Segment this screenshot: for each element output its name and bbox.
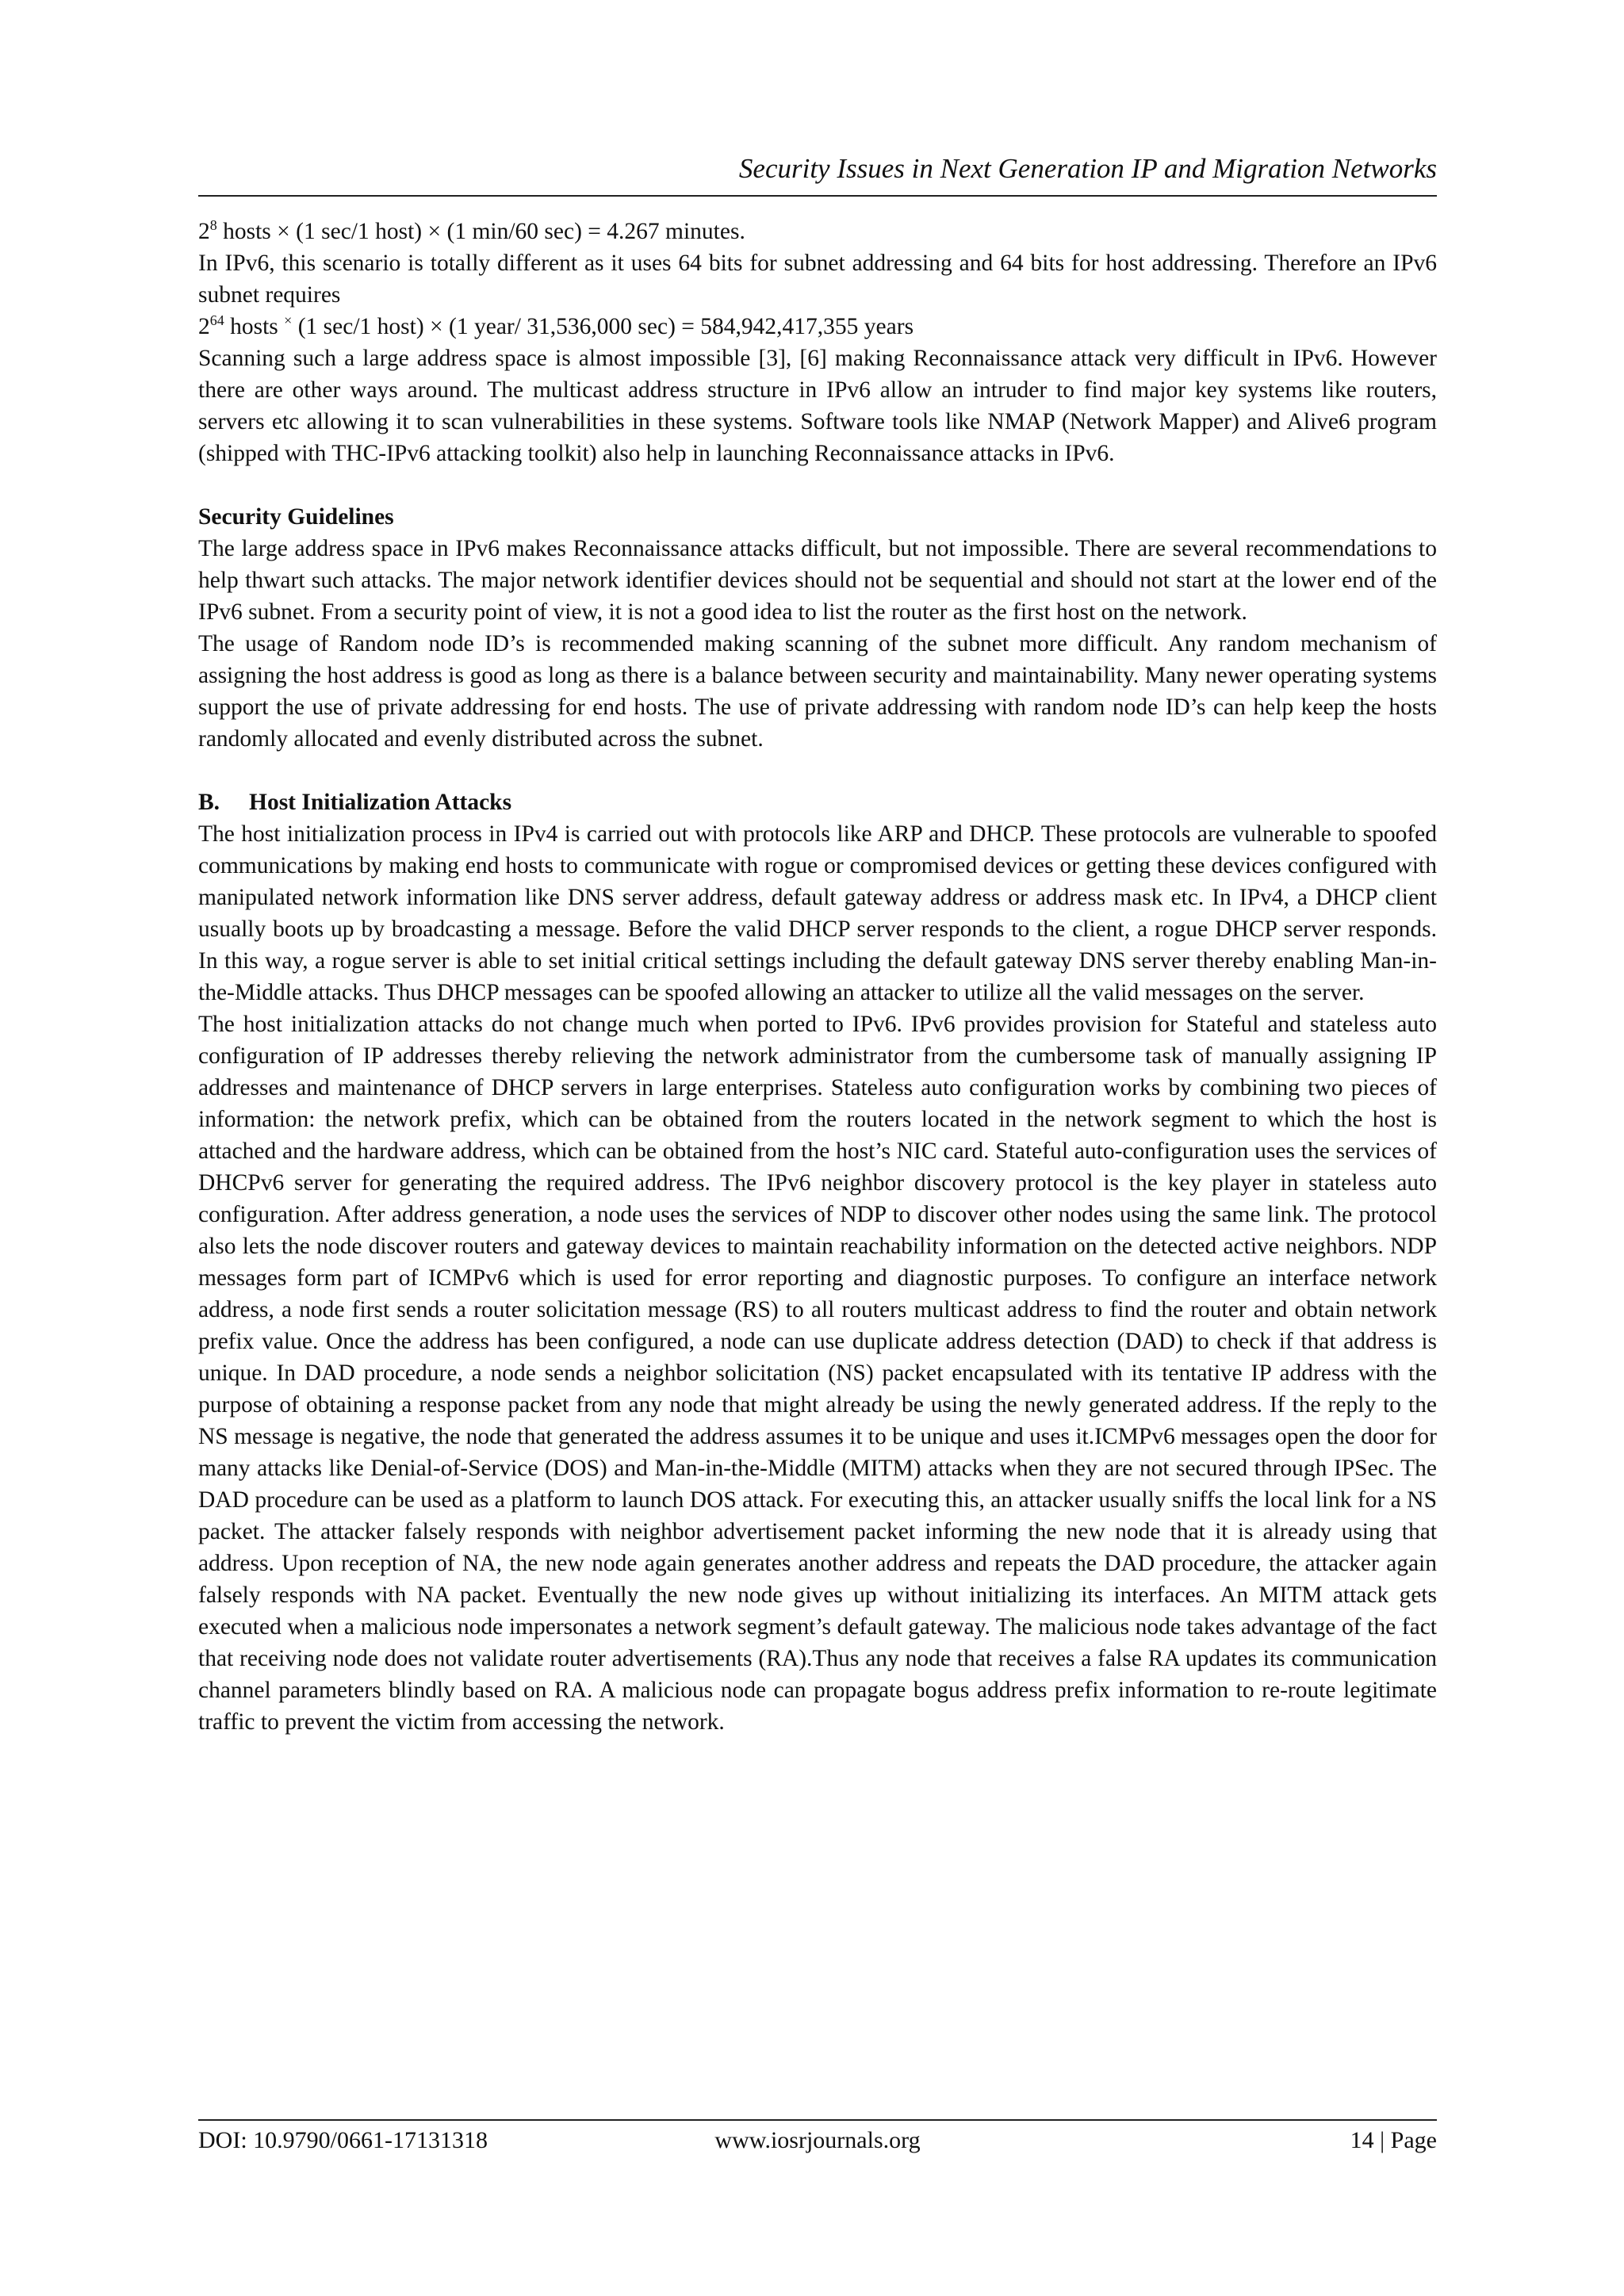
eq1-exponent: 8	[209, 217, 217, 234]
paragraph-guidelines-2: The usage of Random node ID’s is recommended making scanning of the subnet more difficult. Any random mechanism of assigning the host address is good as long as there is a balance between security and maintainability. Many newer operating systems support the use of private addressing for end hosts. The use of private addressing with random node ID’s can help keep the hosts randomly allocated and evenly distributed across the subnet.	[198, 631, 1437, 752]
spacer	[198, 755, 1437, 786]
article-body	[198, 216, 1437, 1738]
page-footer	[198, 2125, 1437, 2160]
paragraph-reconnaissance: Scanning such a large address space is almost impossible [3], [6] making Reconnaissance attack very difficult in IPv6. However there are other ways around. The multicast address structure in IPv6 allow an intruder to find major key systems like routers, servers etc allowing it to scan vulnerabilities in these systems. Software tools like NMAP (Network Mapper) and Alive6 program (shipped with THC-IPv6 attacking toolkit) also help in launching Reconnaissance attacks in IPv6.	[198, 346, 1437, 466]
spacer	[198, 469, 1437, 501]
footer-doi: DOI: 10.9790/0661-17131318	[198, 2127, 488, 2153]
equation-ipv4-scan-time	[198, 216, 1437, 247]
eq2-hosts-word: hosts	[224, 314, 285, 339]
footer-website-link[interactable]: www.iosrjournals.org	[714, 2127, 921, 2153]
eq2-base: 2	[198, 314, 210, 339]
paragraph-ipv6-subnet: In IPv6, this scenario is totally different as it uses 64 bits for subnet addressing and 64 bits for host addressing. Therefore an IPv6 subnet requires	[198, 251, 1437, 308]
footer-rule	[198, 2119, 1437, 2121]
running-header: Security Issues in Next Generation IP and Migration Networks	[738, 153, 1437, 184]
paragraph-ipv4-initialization: The host initialization process in IPv4 is carried out with protocols like ARP and DHCP. These protocols are vulnerable to spoofed communications by making end hosts to communicate with rogue or compromised devices or getting these devices configured with manipulated network information like DNS server address, default gateway address or address mask etc. In IPv4, a DHCP client usually boots up by broadcasting a message. Before the valid DHCP server responds to the client, a rogue DHCP server responds. In this way, a rogue server is able to set initial critical settings including the default gateway DNS server thereby enabling Man-in-the-Middle attacks. Thus DHCP messages can be spoofed allowing an attacker to utilize all the valid messages on the server.	[198, 821, 1437, 1005]
header-rule	[198, 195, 1437, 197]
paragraph-ipv6-initialization: The host initialization attacks do not change much when ported to IPv6. IPv6 provides provision for Stateful and stateless auto configuration of IP addresses thereby relieving the network administrator from the cumbersome task of manually assigning IP addresses and maintenance of DHCP servers in large enterprises. Stateless auto configuration works by combining two pieces of information: the network prefix, which can be obtained from the routers located in the network segment to which the host is attached and the hardware address, which can be obtained from the host’s NIC card. Stateful auto-configuration uses the services of DHCPv6 server for generating the required address. The IPv6 neighbor discovery protocol is the key player in stateless auto configuration. After address generation, a node uses the services of NDP to discover other nodes using the same link. The protocol also lets the node discover routers and gateway devices to maintain reachability information on the detected active neighbors. NDP messages form part of ICMPv6 which is used for error reporting and diagnostic purposes. To configure an interface network address, a node first sends a router solicitation message (RS) to all routers multicast address to find the router and obtain network prefix value. Once the address has been configured, a node can use duplicate address detection (DAD) to check if that address is unique. In DAD procedure, a node sends a neighbor solicitation (NS) packet encapsulated with its tentative IP address with the purpose of obtaining a response packet from any node that might already be using the newly generated address. If the reply to the NS message is negative, the node that generated the address assumes it to be unique and uses it.ICMPv6 messages open the door for many attacks like Denial-of-Service (DOS) and Man-in-the-Middle (MITM) attacks when they are not secured through IPSec. The DAD procedure can be used as a platform to launch DOS attack. For executing this, an attacker usually sniffs the local link for a NS packet. The attacker falsely responds with neighbor advertisement packet informing the new node that it is already using that address. Upon reception of NA, the new node again generates another address and repeats the DAD procedure, the attacker again falsely responds with NA packet. Eventually the new node gives up without initializing its interfaces. An MITM attack gets executed when a malicious node impersonates a network segment’s default gateway. The malicious node takes advantage of the fact that receiving node does not validate router advertisements (RA).Thus any node that receives a false RA updates its communication channel parameters blindly based on RA. A malicious node can propagate bogus address prefix information to re-route legitimate traffic to prevent the victim from accessing the network.	[198, 1012, 1437, 1735]
paragraph-guidelines-1: The large address space in IPv6 makes Reconnaissance attacks difficult, but not impossible. There are several recommendations to help thwart such attacks. The major network identifier devices should not be sequential and should not start at the lower end of the IPv6 subnet. From a security point of view, it is not a good idea to list the router as the first host on the network.	[198, 536, 1437, 625]
eq2-times-superscript: ×	[284, 312, 293, 329]
section-number: B.	[198, 790, 220, 815]
section-title: Host Initialization Attacks	[249, 790, 512, 815]
eq1-expression: hosts × (1 sec/1 host) × (1 min/60 sec) = 4.267 minutes.	[216, 219, 745, 244]
equation-ipv6-scan-time	[198, 311, 1437, 342]
eq1-base: 2	[198, 219, 210, 244]
eq2-exponent: 64	[209, 312, 224, 329]
eq2-expression: (1 sec/1 host) × (1 year/ 31,536,000 sec) = 584,942,417,355 years	[292, 314, 914, 339]
heading-host-initialization-attacks	[198, 786, 1437, 818]
footer-page-number: 14 | Page	[1350, 2127, 1437, 2153]
heading-security-guidelines: Security Guidelines	[198, 504, 394, 530]
